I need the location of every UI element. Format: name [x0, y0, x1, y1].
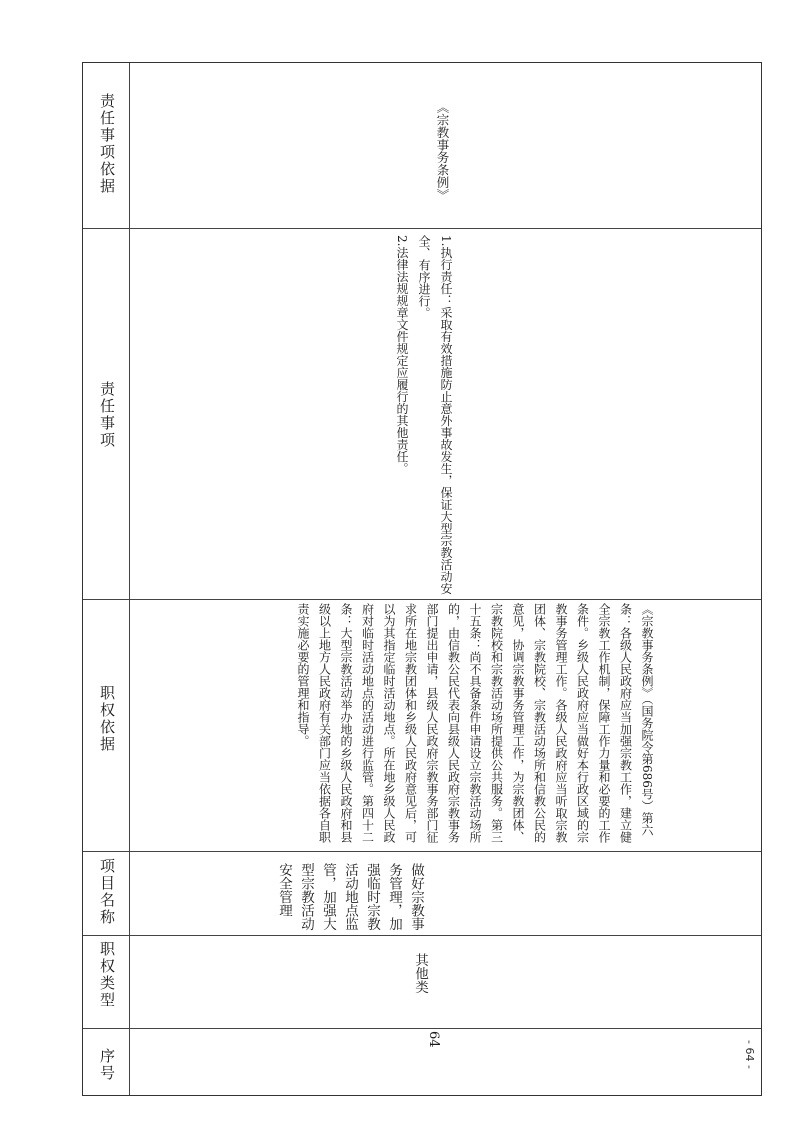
divider: [83, 851, 761, 852]
divider: [129, 63, 130, 1095]
header-duty: 责任事项: [98, 381, 116, 449]
row-seq: 64: [426, 1031, 441, 1048]
divider: [83, 228, 761, 229]
row-basis: 《宗教事务条例》（国务院令第686号）第六条：各级人民政府应当加强宗教工作，建立健全宗教工作机制，保障工作力量和必要的工作条件。乡级人民政府应当做好本行政区域的宗教事务管理工作。各级人民政府应当听取宗教团体、宗教院校、宗教活动场所和信教公民的意见，协调宗教事务管理工作，为宗教团体、宗教院校和宗教活动场所提供公共服务。第三十五条：尚不具备条件申请设立宗教活动场所的，由信教公民代表向县级人民政府宗教事务部门提出申请，县级人民政府宗教事务部门征求所在地宗教团体和乡级人民政府意见后，可以为其指定临时活动地点。所在地乡级人民政府对临时活动地点的活动进行监管。第四十二条：大型宗教活动举办地的乡级人民政府和县级以上地方人民政府有关部门应当依据各自职责实施必要的管理和指导。: [296, 603, 654, 843]
divider: [83, 1028, 761, 1029]
row-type: 其他类: [412, 953, 428, 994]
row-duty-basis: 《宗教事务条例》: [435, 101, 450, 201]
divider: [83, 599, 761, 600]
header-basis: 职权依据: [98, 685, 116, 753]
header-seq: 序号: [98, 1048, 116, 1082]
header-type: 职权类型: [98, 941, 116, 1009]
row-name: 做好宗教事务管理，加强临时宗教活动地点监管，加强大型宗教活动安全管理: [276, 863, 424, 931]
responsibility-table: [82, 62, 762, 1096]
header-name: 项目名称: [98, 858, 116, 926]
page-number: - 64 -: [743, 1040, 756, 1069]
row-duty: 1.执行责任：采取有效措施防止意外事故发生，保证大型宗教活动安全、有序进行。 2.法律法规规章文件规定应履行的其他责任。: [395, 235, 453, 595]
header-duty-basis: 责任事项依据: [98, 93, 116, 195]
